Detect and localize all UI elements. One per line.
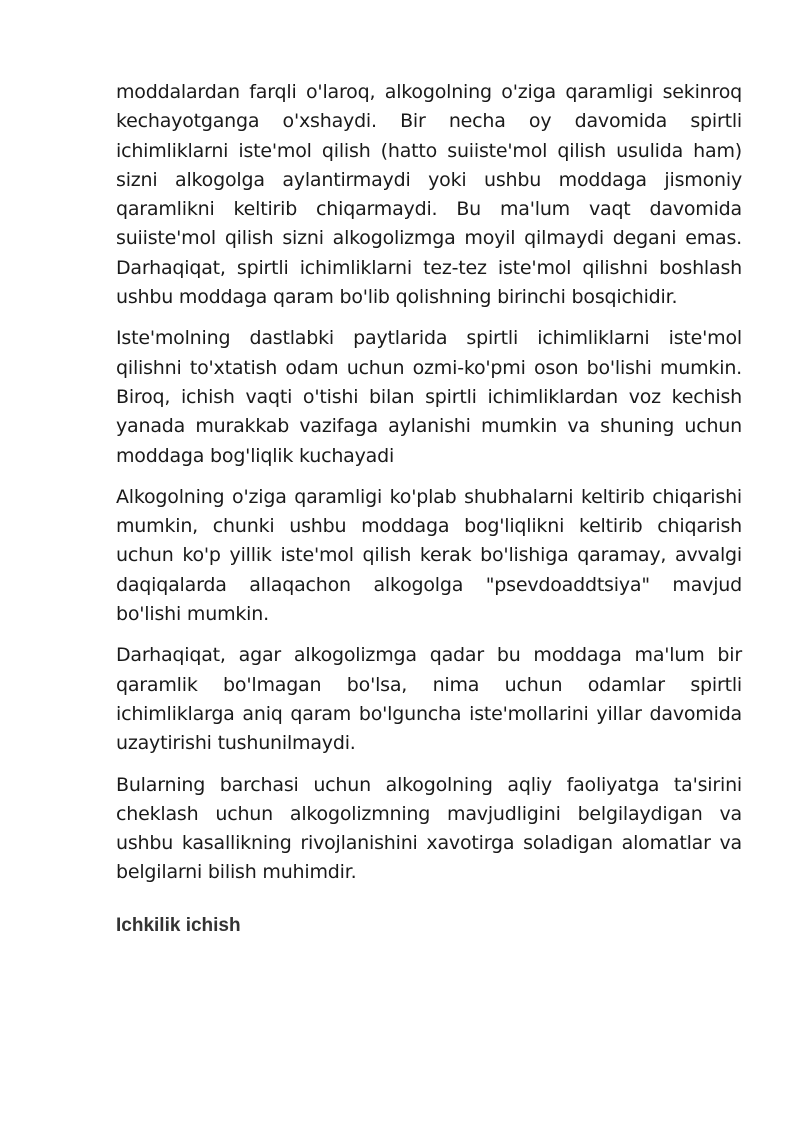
paragraph-1: moddalardan farqli o'laroq, alkogolning o'ziga qaramligi sekinroq kechayotganga o'xshaydi. Bir necha oy davomida spirtli ichimliklarni iste'mol qilish (hatto suiiste'mol qilish usulida ham) sizni alkogolga aylantirmaydi yoki ushbu moddaga jismoniy qaramlikni keltirib chiqarmaydi. Bu ma'lum vaqt davomida suiiste'mol qilish sizni alkogolizmga moyil qilmaydi degani emas. Darhaqiqat, spirtli ichimliklarni tez-tez iste'mol qilishni boshlash ushbu moddaga qaram bo'lib qolishning birinchi bosqichidir. bbox=[116, 81, 742, 309]
paragraph-2: Iste'molning dastlabki paytlarida spirtli ichimliklarni iste'mol qilishni to'xtatish odam uchun ozmi-ko'pmi oson bo'lishi mumkin. Biroq, ichish vaqti o'tishi bilan spirtli ichimliklardan voz kechish yanada murakkab vazifaga aylanishi mumkin va shuning uchun moddaga bog'liqlik kuchayadi bbox=[116, 327, 742, 467]
paragraph-4: Darhaqiqat, agar alkogolizmga qadar bu moddaga ma'lum bir qaramlik bo'lmagan bo'lsa, nima uchun odamlar spirtli ichimliklarga aniq qaram bo'lguncha iste'mollarini yillar davomida uzaytirishi tushunilmaydi. bbox=[116, 644, 742, 755]
section-heading: Ichkilik ichish bbox=[116, 914, 241, 936]
paragraph-5: Bularning barchasi uchun alkogolning aqliy faoliyatga ta'sirini cheklash uchun alkogolizmning mavjudligini belgilaydigan va ushbu kasallikning rivojlanishini xavotirga soladigan alomatlar va belgilarni bilish muhimdir. bbox=[116, 773, 742, 884]
document-page bbox=[116, 78, 742, 938]
paragraph-3: Alkogolning o'ziga qaramligi ko'plab shubhalarni keltirib chiqarishi mumkin, chunki ushbu moddaga bog'liqlikni keltirib chiqarish uchun ko'p yillik iste'mol qilish kerak bo'lishiga qaramay, avvalgi daqiqalarda allaqachon alkogolga "psevdoaddtsiya" mavjud bo'lishi mumkin. bbox=[116, 485, 742, 626]
